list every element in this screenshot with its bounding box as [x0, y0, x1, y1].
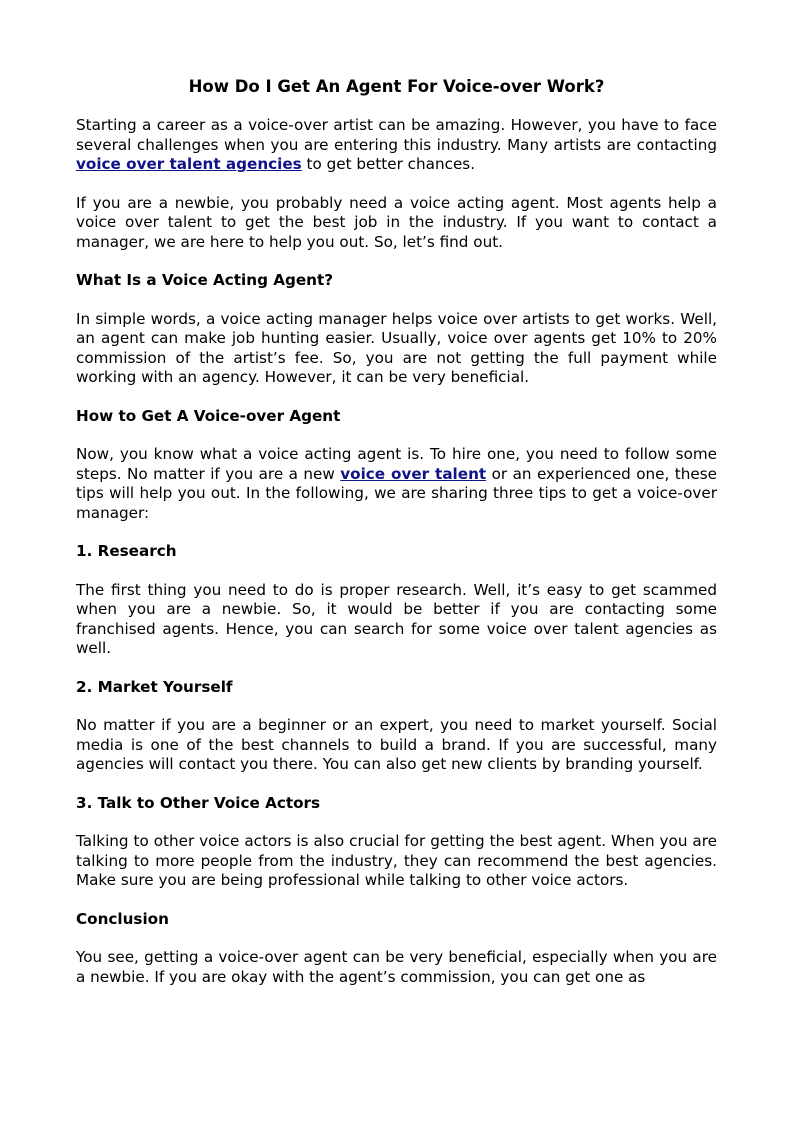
newbie-paragraph: If you are a newbie, you probably need a voice acting agent. Most agents help a voice over talent to get the best job in the industry. If you want to contact a manager, we are here to help you out. So, let’s find out.: [76, 193, 717, 251]
heading-talk-to-actors: 3. Talk to Other Voice Actors: [76, 793, 321, 812]
voice-over-talent-agencies-link[interactable]: voice over talent agencies: [76, 155, 302, 173]
market-yourself-paragraph: No matter if you are a beginner or an expert, you need to market yourself. Social media is one of the best channels to build a brand. If you are successful, many agencies will contact you there. You can also get new clients by branding yourself.: [76, 716, 717, 773]
how-text-after-link: or an experienced one, these tips will help you out. In the following, we are sharing three tips to get a voice-over manager:: [76, 464, 717, 522]
heading-market-yourself: 2. Market Yourself: [76, 677, 233, 696]
heading-what-is-agent: What Is a Voice Acting Agent?: [76, 271, 334, 289]
document-page: [76, 76, 717, 987]
research-paragraph: The first thing you need to do is proper research. Well, it’s easy to get scammed when you are a newbie. So, it would be better if you are contacting some franchised agents. Hence, you can search for some voice over talent agencies as well.: [76, 580, 717, 657]
heading-research: 1. Research: [76, 542, 177, 560]
intro-paragraph: [76, 116, 717, 175]
heading-how-to-get-agent: How to Get A Voice-over Agent: [76, 406, 341, 425]
page-title: How Do I Get An Agent For Voice-over Work?: [188, 77, 605, 96]
what-is-agent-paragraph: In simple words, a voice acting manager helps voice over artists to get works. Well, an agent can make job hunting easier. Usually, voice over agents get 10% to 20% commission of the artist’s fee. So, you are not getting the full payment while working with an agency. However, it can be very beneficial.: [76, 309, 717, 386]
how-to-get-agent-paragraph: [76, 445, 717, 523]
intro-text-after-link: to get better chances.: [301, 155, 476, 173]
intro-text-before-link: Starting a career as a voice-over artist can be amazing. However, you have to face several challenges when you are entering this industry. Many artists are contacting: [76, 116, 717, 154]
voice-over-talent-link[interactable]: voice over talent: [340, 464, 487, 483]
talk-to-actors-paragraph: Talking to other voice actors is also crucial for getting the best agent. When you are talking to more people from the industry, they can recommend the best agencies. Make sure you are being professional while talking to other voice actors.: [76, 832, 717, 889]
conclusion-paragraph: You see, getting a voice-over agent can be very beneficial, especially when you are a newbie. If you are okay with the agent’s commission, you can get one as: [76, 948, 717, 986]
heading-conclusion: Conclusion: [76, 909, 169, 928]
how-text-before-link: Now, you know what a voice acting agent is. To hire one, you need to follow some steps. No matter if you are a new: [76, 445, 717, 483]
